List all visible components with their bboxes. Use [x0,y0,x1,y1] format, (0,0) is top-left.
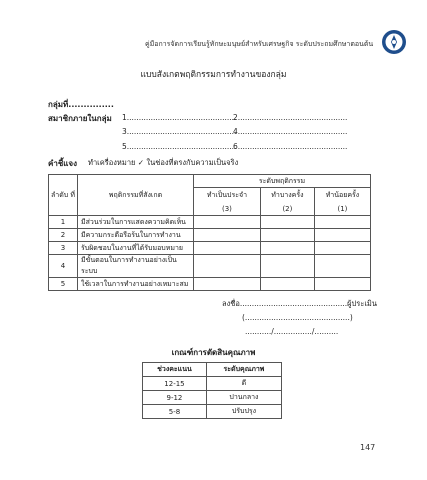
check-cell[interactable] [194,278,261,291]
member-line-6: 6.............................................. [233,142,348,151]
criteria-level-header: ระดับคุณภาพ [206,363,281,377]
table-row [143,405,282,419]
criteria-range-header: ช่วงคะแนน [143,363,207,377]
criteria-range: 12-15 [143,377,207,391]
check-cell[interactable] [314,229,370,242]
table-row [49,278,371,291]
check-cell[interactable] [314,278,370,291]
check-cell[interactable] [260,255,314,278]
check-cell[interactable] [194,242,261,255]
table-row [49,229,371,242]
criteria-level: ปานกลาง [206,391,281,405]
level-header-1: ทำน้อยครั้ง [314,188,370,204]
col-no-header: ลำดับ ที่ [49,175,78,216]
row-no: 3 [49,242,78,255]
row-no: 5 [49,278,78,291]
table-row [49,255,371,278]
member-line-4: 4.............................................. [233,127,348,136]
row-no: 1 [49,216,78,229]
level-score-1: (1) [314,204,370,216]
criteria-title: เกณฑ์การตัดสินคุณภาพ [171,348,256,357]
observation-table [48,174,371,291]
check-cell[interactable] [260,229,314,242]
check-cell[interactable] [260,278,314,291]
row-behavior: มีขั้นตอนในการทำงานอย่างเป็นระบบ [78,255,194,278]
row-behavior: รับผิดชอบในงานที่ได้รับมอบหมาย [78,242,194,255]
col-level-header: ระดับพฤติกรรม [194,175,371,188]
table-row [143,377,282,391]
check-cell[interactable] [260,242,314,255]
check-cell[interactable] [314,242,370,255]
signature-date-line: .........../................/.......... [245,327,339,336]
table-row [143,391,282,405]
page-number: 147 [360,443,376,452]
signature-line: ลงชื่อ.............................................ผู้ประเมิน [222,299,377,308]
group-number-field: กลุ่มที่............... [48,100,114,109]
check-cell[interactable] [194,229,261,242]
header-text: คู่มือการจัดการเรียนรู้ทักษะมนุษย์สำหรับเศรษฐกิจ ระดับประถมศึกษาตอนต้น [145,40,374,48]
member-line-2: 2.............................................. [233,113,348,122]
member-line-3: 3.............................................. [122,127,237,136]
row-behavior: มีความกระตือรือร้นในการทำงาน [78,229,194,242]
members-label: สมาชิกภายในกลุ่ม [48,114,112,123]
instruction-label: คำชี้แจง [48,159,78,168]
criteria-level: ปรับปรุง [206,405,281,419]
level-header-3: ทำเป็นประจำ [194,188,261,204]
institution-logo-icon [381,29,407,55]
check-cell[interactable] [314,216,370,229]
signature-name-line: (............................................) [242,313,353,322]
row-no: 4 [49,255,78,278]
check-cell[interactable] [314,255,370,278]
criteria-level: ดี [206,377,281,391]
table-row [49,216,371,229]
check-cell[interactable] [194,255,261,278]
level-score-2: (2) [260,204,314,216]
col-behavior-header: พฤติกรรมที่สังเกต [78,175,194,216]
criteria-table [142,362,282,419]
member-line-5: 5.............................................. [122,142,237,151]
criteria-range: 5-8 [143,405,207,419]
table-row [49,242,371,255]
level-header-2: ทำบางครั้ง [260,188,314,204]
instruction-text: ทำเครื่องหมาย ✓ ในช่องที่ตรงกับความเป็นจริง [88,158,239,167]
row-behavior: มีส่วนร่วมในการแสดงความคิดเห็น [78,216,194,229]
level-score-3: (3) [194,204,261,216]
form-title: แบบสังเกตพฤติกรรมการทำงานของกลุ่ม [140,70,287,80]
row-no: 2 [49,229,78,242]
check-cell[interactable] [260,216,314,229]
member-line-1: 1.............................................. [122,113,237,122]
criteria-range: 9-12 [143,391,207,405]
row-behavior: ใช้เวลาในการทำงานอย่างเหมาะสม [78,278,194,291]
check-cell[interactable] [194,216,261,229]
